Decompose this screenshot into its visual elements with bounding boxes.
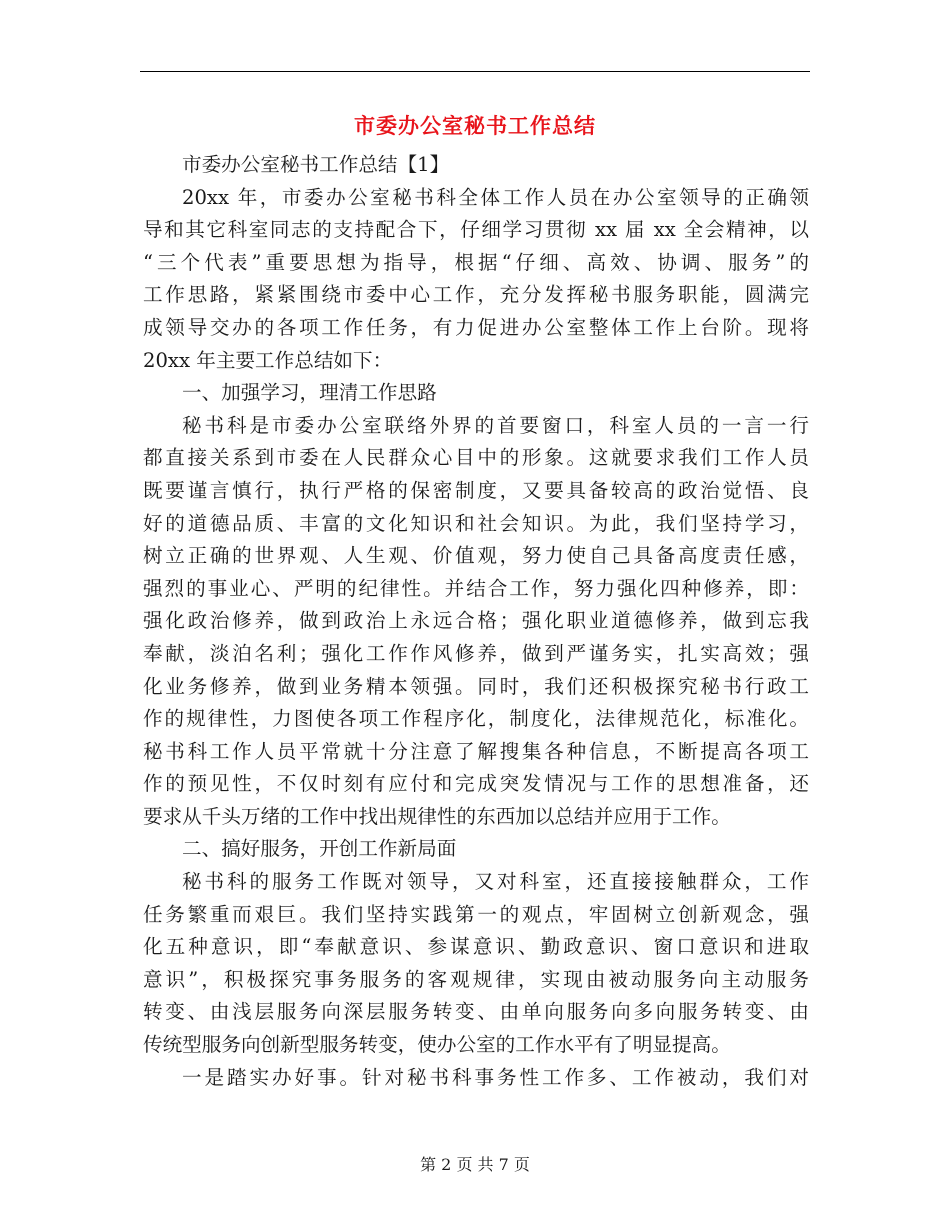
text-line: 强烈的事业心、严明的纪律性。并结合工作，努力强化四种修养，即：: [143, 576, 809, 600]
text-line: 作的规律性，力图使各项工作程序化，制度化，法律规范化，标准化。: [143, 707, 809, 731]
text-line: 二、搞好服务，开创工作新局面: [182, 837, 457, 861]
text-line: 工作思路，紧紧围绕市委中心工作，充分发挥秘书服务职能，圆满完: [143, 283, 809, 307]
text-line: 秘书科的服务工作既对领导，又对科室，还直接接触群众，工作: [182, 870, 809, 894]
text-line: 秘书科是市委办公室联络外界的首要窗口，科室人员的一言一行: [182, 413, 809, 437]
text-line: 要求从千头万绪的工作中找出规律性的东西加以总结并应用于工作。: [143, 804, 731, 828]
text-line: 20xx 年，市委办公室秘书科全体工作人员在办公室领导的正确领: [182, 185, 809, 209]
text-line: 强化政治修养，做到政治上永远合格；强化职业道德修养，做到忘我: [143, 609, 809, 633]
text-line: 化业务修养，做到业务精本领强。同时，我们还积极探究秘书行政工: [143, 674, 809, 698]
text-line: 化五种意识，即“奉献意识、参谋意识、勤政意识、窗口意识和进取: [143, 935, 809, 959]
document-body: [143, 149, 809, 1094]
text-line: 成领导交办的各项工作任务，有力促进办公室整体工作上台阶。现将: [143, 315, 809, 339]
text-line: 都直接关系到市委在人民群众心目中的形象。这就要求我们工作人员: [143, 446, 809, 470]
text-line: 秘书科工作人员平常就十分注意了解搜集各种信息，不断提高各项工: [143, 739, 809, 763]
text-line: 奉献，淡泊名利；强化工作作风修养，做到严谨务实，扎实高效；强: [143, 641, 809, 665]
text-line: 一、加强学习，理清工作思路: [182, 381, 437, 405]
text-line: 既要谨言慎行，执行严格的保密制度，又要具备较高的政治觉悟、良: [143, 478, 809, 502]
header-rule: [140, 71, 810, 72]
text-line: 好的道德品质、丰富的文化知识和社会知识。为此，我们坚持学习，: [143, 511, 809, 535]
text-line: 树立正确的世界观、人生观、价值观，努力使自己具备高度责任感，: [143, 544, 809, 568]
text-line: 一是踏实办好事。针对秘书科事务性工作多、工作被动，我们对: [182, 1065, 809, 1089]
text-line: “三个代表”重要思想为指导，根据“仔细、高效、协调、服务”的: [143, 250, 809, 274]
text-line: 作的预见性，不仅时刻有应付和完成突发情况与工作的思想准备，还: [143, 772, 809, 796]
text-line: 任务繁重而艰巨。我们坚持实践第一的观点，牢固树立创新观念，强: [143, 902, 809, 926]
page-number-footer: 第 2 页 共 7 页: [420, 1155, 530, 1174]
document-title: 市委办公室秘书工作总结: [354, 113, 596, 138]
text-line: 传统型服务向创新型服务转变，使办公室的工作水平有了明显提高。: [143, 1033, 731, 1057]
text-line: 意识”，积极探究事务服务的客观规律，实现由被动服务向主动服务: [143, 967, 809, 991]
text-line: 导和其它科室同志的支持配合下，仔细学习贯彻 xx 届 xx 全会精神，以: [143, 218, 809, 242]
text-line: 转变、由浅层服务向深层服务转变、由单向服务向多向服务转变、由: [143, 1000, 809, 1024]
text-line: 20xx 年主要工作总结如下：: [143, 348, 393, 372]
text-line: 市委办公室秘书工作总结【1】: [182, 153, 450, 176]
